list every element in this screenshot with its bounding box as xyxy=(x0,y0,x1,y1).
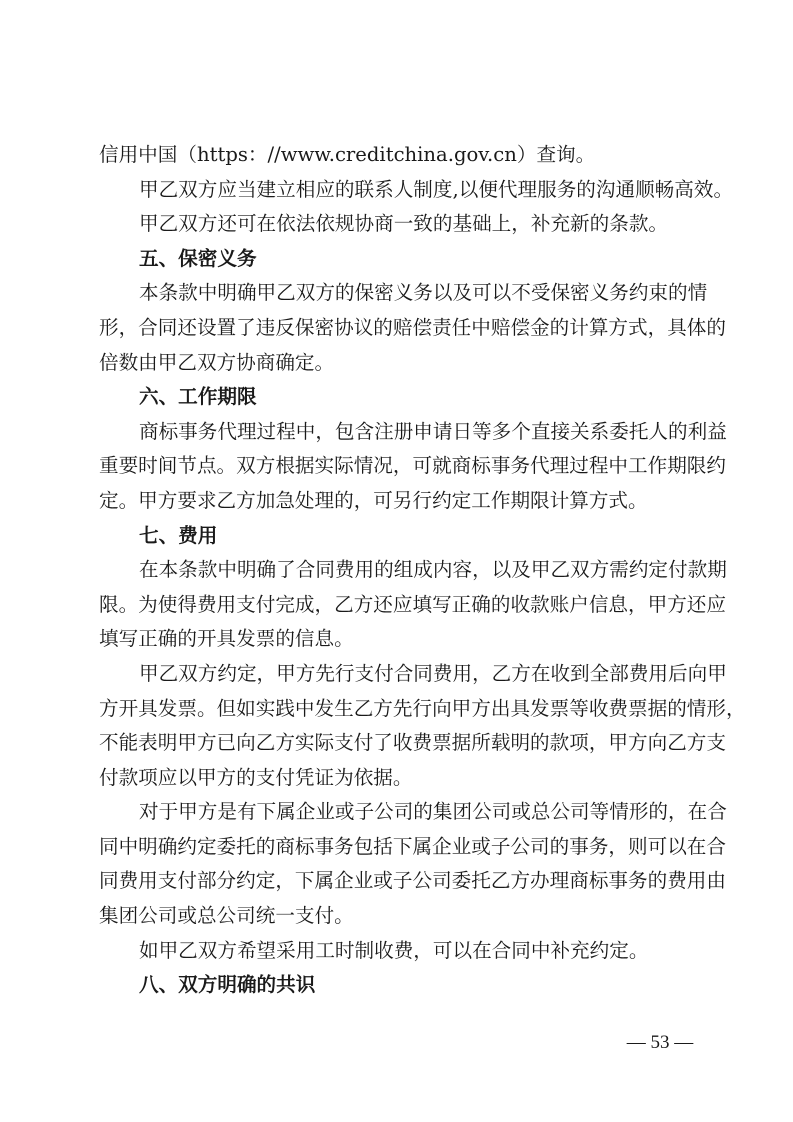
paragraph xyxy=(99,173,734,208)
paragraph xyxy=(99,138,701,173)
text-line: 不能表明甲方已向乙方实际支付了收费票据所载明的款项，甲方向乙方支 xyxy=(99,731,726,755)
page-number: — 53 — xyxy=(626,1032,694,1053)
text-line: 商标事务代理过程中，包含注册申请日等多个直接关系委托人的利益 xyxy=(139,419,727,443)
text-line: 五、保密义务 xyxy=(139,246,257,270)
paragraph xyxy=(99,207,701,242)
text-line: 付款项应以甲方的支付凭证为依据。 xyxy=(99,765,413,789)
text-line: 倍数由甲乙双方协商确定。 xyxy=(99,350,335,374)
paragraph xyxy=(99,657,746,795)
text-line: 甲乙双方还可在依法依规协商一致的基础上，补充新的条款。 xyxy=(139,212,669,236)
text-line: 本条款中明确甲乙双方的保密义务以及可以不受保密义务约束的情 xyxy=(139,281,708,305)
section-heading xyxy=(99,968,701,1003)
text-line: 在本条款中明确了合同费用的组成内容，以及甲乙双方需约定付款期 xyxy=(139,558,727,582)
text-line: 重要时间节点。双方根据实际情况，可就商标事务代理过程中工作期限约 xyxy=(99,454,726,478)
text-line: 如甲乙双方希望采用工时制收费，可以在合同中补充约定。 xyxy=(139,938,649,962)
paragraph xyxy=(99,415,727,519)
text-line: 形，合同还设置了违反保密协议的赔偿责任中赔偿金的计算方式，具体的 xyxy=(99,315,726,339)
text-line: 限。为使得费用支付完成，乙方还应填写正确的收款账户信息，甲方还应 xyxy=(99,592,726,616)
text-line: 甲乙双方应当建立相应的联系人制度,以便代理服务的沟通顺畅高效。 xyxy=(139,177,734,201)
section-heading xyxy=(99,519,701,554)
text-line: 方开具发票。但如实践中发生乙方先行向甲方出具发票等收费票据的情形， xyxy=(99,696,746,720)
text-line: 集团公司或总公司统一支付。 xyxy=(99,904,354,928)
text-line: 同费用支付部分约定，下属企业或子公司委托乙方办理商标事务的费用由 xyxy=(99,869,726,893)
paragraph xyxy=(99,276,726,380)
text-line: 六、工作期限 xyxy=(139,385,257,409)
document-body xyxy=(99,138,746,1003)
section-heading xyxy=(99,380,701,415)
text-line: 填写正确的开具发票的信息。 xyxy=(99,627,354,651)
text-line: 七、费用 xyxy=(139,523,218,547)
text-line: 同中明确约定委托的商标事务包括下属企业或子公司的事务，则可以在合 xyxy=(99,834,726,858)
text-line: 定。甲方要求乙方加急处理的，可另行约定工作期限计算方式。 xyxy=(99,488,648,512)
text-line: 八、双方明确的共识 xyxy=(139,973,316,997)
text-line: 信用中国（https：//www.creditchina.gov.cn）查询。 xyxy=(99,143,596,166)
paragraph xyxy=(99,553,727,657)
text-line: 甲乙双方约定，甲方先行支付合同费用，乙方在收到全部费用后向甲 xyxy=(139,661,727,685)
section-heading xyxy=(99,242,701,277)
text-line: 对于甲方是有下属企业或子公司的集团公司或总公司等情形的，在合 xyxy=(139,800,727,824)
paragraph xyxy=(99,934,701,969)
paragraph xyxy=(99,795,727,933)
